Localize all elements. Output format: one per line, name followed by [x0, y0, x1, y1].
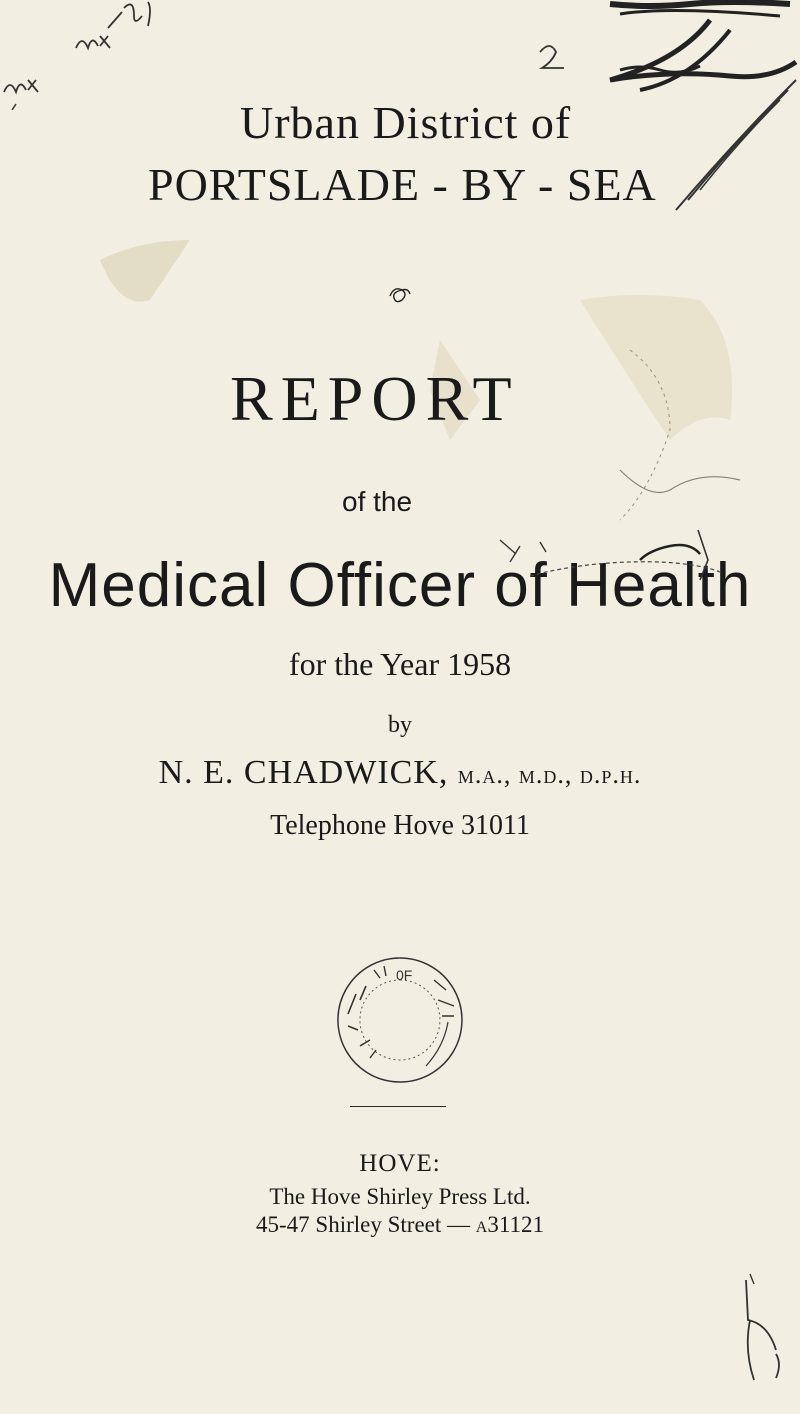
author-qualifications: m.a., m.d., d.p.h.	[457, 760, 642, 789]
handwritten-scribble-top-left	[0, 0, 200, 110]
publisher-address: 45-47 Shirley Street —	[256, 1212, 471, 1237]
paper-stain	[60, 230, 780, 710]
print-reference: a31121	[475, 1212, 544, 1237]
author-line	[0, 754, 800, 792]
publisher-place: HOVE:	[359, 1150, 441, 1177]
library-stamp-scribble	[470, 520, 730, 630]
svg-text:0F: 0F	[396, 967, 413, 983]
handwritten-scribble-bottom-right	[740, 1270, 790, 1400]
author-name: N. E. CHADWICK,	[158, 754, 449, 791]
report-year: for the Year 1958	[288, 646, 512, 682]
officer-title: Medical Officer of Health	[48, 551, 752, 620]
report-title: REPORT	[230, 363, 520, 434]
of-the-label: of the	[342, 486, 413, 517]
library-seal-stamp	[330, 950, 470, 1090]
town-heading: PORTSLADE - BY - SEA	[148, 159, 657, 210]
by-label: by	[388, 712, 412, 738]
publisher-address-line	[0, 1212, 800, 1238]
separator-rule	[350, 1106, 446, 1107]
ornament-icon	[386, 284, 412, 304]
district-heading: Urban District of	[240, 97, 572, 148]
telephone-line: Telephone Hove 31011	[270, 810, 530, 841]
publisher-name: The Hove Shirley Press Ltd.	[269, 1184, 531, 1209]
